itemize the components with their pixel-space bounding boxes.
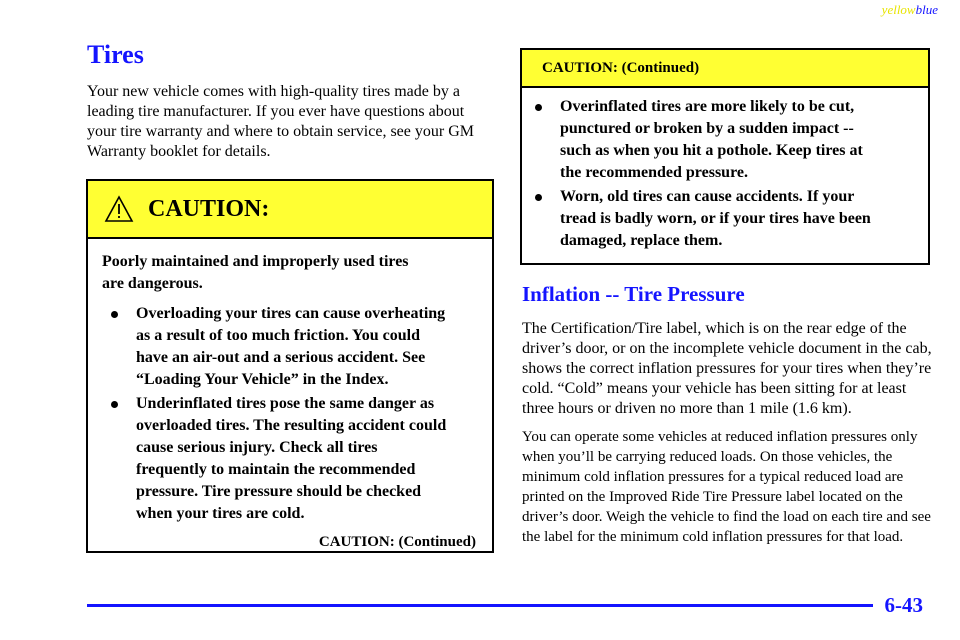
color-mark-yellow: yellow [881, 2, 916, 17]
caution-list [526, 96, 872, 252]
caution-continued: CAUTION: (Continued) [318, 534, 476, 550]
bullet-dot [111, 311, 118, 318]
caution-title: CAUTION: [148, 195, 270, 222]
color-mark-blue: blue [915, 2, 938, 17]
caution-body [88, 239, 492, 553]
caution-bullet-text: Underinflated tires pose the same danger as overloaded tires. The resulting accident could cause serious injury. Check all tires frequently to maintain the recommended pressure. Tire pressure should be checked when your tires are cold. [136, 395, 447, 522]
page-title: Tires [87, 40, 144, 69]
footer-rule [87, 604, 873, 607]
bullet-dot [535, 104, 542, 111]
intro-paragraph: Your new vehicle comes with high-quality tires made by a leading tire manufacturer. If you ever have questions about your tire warranty and where to obtain service, see your GM Warranty booklet for details. [87, 83, 474, 160]
caution-body [522, 88, 928, 252]
caution-bullet-text: Worn, old tires can cause accidents. If your tread is badly worn, or if your tires have been damaged, replace them. [560, 188, 871, 249]
section-title: Inflation -- Tire Pressure [522, 282, 745, 306]
left-column [87, 40, 493, 162]
caution-header [88, 181, 492, 239]
inflation-paragraph-1: The Certification/Tire label, which is on the rear edge of the driver’s door, or on the incomplete vehicle document in the cab, shows the correct inflation pressures for your tires when they’re cold. “Cold” means your vehicle has been sitting for at least three hours or driven no more than 1 mile (1.6 km). [522, 320, 932, 417]
color-mark [882, 2, 938, 18]
caution-bullet-text: Overloading your tires can cause overheating as a result of too much friction. You could have an air-out and a serious accident. See “Loading Your Vehicle” in the Index. [136, 305, 446, 388]
caution-bullet-text: Overinflated tires are more likely to be cut, punctured or broken by a sudden impact -- such as when you hit a pothole. Keep tires at the recommended pressure. [560, 98, 863, 181]
page-number: 6-43 [884, 593, 923, 617]
bullet-dot [535, 194, 542, 201]
caution-continued-box [520, 48, 930, 265]
bullet-dot [111, 401, 118, 408]
list-item [526, 96, 872, 184]
right-text-block [522, 281, 932, 547]
caution-continued-title: CAUTION: (Continued) [542, 59, 700, 76]
list-item [102, 393, 452, 525]
inflation-paragraph-2: You can operate some vehicles at reduced inflation pressures only when you’ll be carrying reduced loads. On those vehicles, the minimum cold inflation pressures for a typical reduced load are printed on the Improved Ride Tire Pressure label located on the driver’s door. Weigh the vehicle to find the load on each tire and see the label for the minimum cold inflation pressures for that load. [522, 429, 931, 545]
list-item [102, 303, 452, 391]
caution-lead: Poorly maintained and improperly used tires are dangerous. [102, 253, 409, 292]
caution-header [522, 50, 928, 88]
caution-box [86, 179, 494, 553]
warning-triangle-icon [104, 195, 134, 223]
list-item [526, 186, 872, 252]
caution-list [102, 303, 452, 525]
